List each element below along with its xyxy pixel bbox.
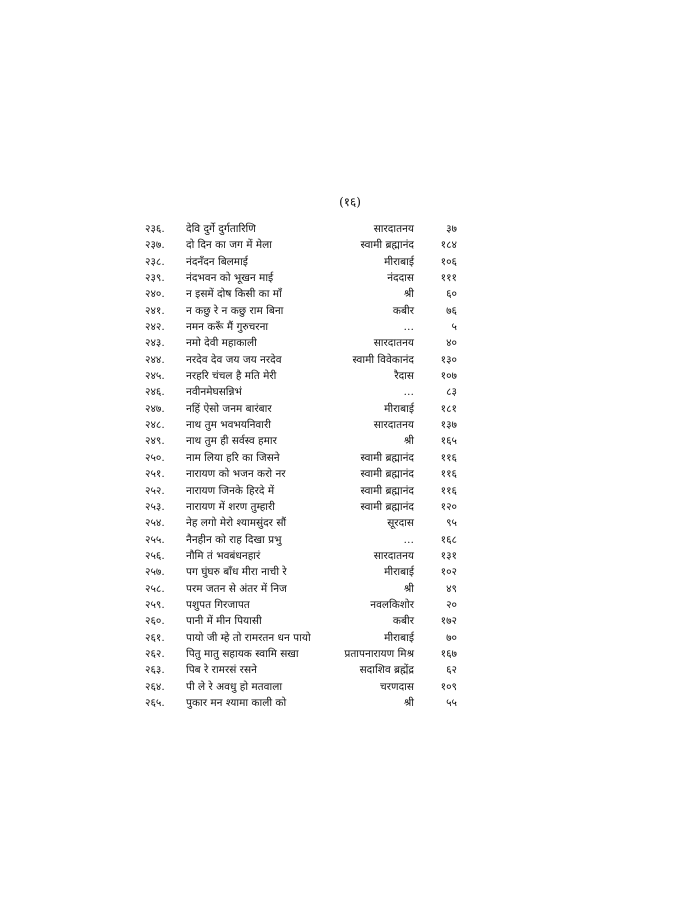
entry-author: श्री [403,582,414,595]
index-row [0,695,700,711]
entry-number: २५४. [145,517,165,530]
entry-page: ९५ [446,517,457,530]
entry-number: २४१. [145,304,165,317]
index-row [0,499,700,515]
index-row [0,303,700,319]
entry-page: ११६ [440,484,457,497]
entry-author: स्वामी ब्रह्मानंद [360,500,414,513]
entry-page: १६५ [440,435,457,448]
entry-number: २६३. [145,664,165,677]
entry-page: १३७ [440,419,457,432]
entry-title: नमन करूँ मैं गुरुचरना [186,321,269,334]
entry-author: सूरदास [387,517,414,530]
entry-author: स्वामी ब्रह्मानंद [360,239,414,252]
index-table [0,221,700,711]
entry-number: २५३. [145,500,165,513]
entry-number: २६५. [145,696,165,709]
entry-page: ५५ [446,696,457,709]
entry-title: परम जतन से अंतर में निज [186,582,287,595]
entry-page: १६७ [440,647,457,660]
entry-page: १०७ [440,370,457,383]
entry-author: मीराबाई [384,631,414,644]
index-row [0,368,700,384]
entry-title: दो दिन का जग में मेला [186,239,272,252]
index-row [0,221,700,237]
index-row [0,286,700,302]
entry-number: २४७. [145,402,165,415]
entry-title: न इसमें दोष किसी का माँ [186,288,282,301]
entry-page: १८१ [440,402,457,415]
entry-page: १२० [440,500,457,513]
entry-number: २६२. [145,647,165,660]
index-row [0,679,700,695]
entry-title: नारायण में शरण तुम्हारी [186,500,276,513]
entry-title: पितु मातु सहायक स्वामि सखा [186,647,299,660]
entry-author: स्वामी विवेकानंद [352,353,414,366]
entry-author: … [403,386,414,399]
index-row [0,597,700,613]
entry-title: पग घुंघरु बाँध मीरा नाची रे [186,566,287,579]
entry-page: १८४ [440,239,457,252]
entry-title: पिब रे रामरसं रसने [186,664,257,677]
entry-title: पुकार मन श्यामा काली को [186,696,287,709]
index-row [0,630,700,646]
entry-page: ११६ [440,468,457,481]
index-row [0,466,700,482]
entry-number: २३८. [145,255,165,268]
entry-page: १७२ [440,615,457,628]
index-row [0,581,700,597]
entry-author: सारदातनय [373,419,414,432]
entry-number: २५०. [145,451,165,464]
entry-author: सारदातनय [373,223,414,235]
index-row [0,450,700,466]
index-row [0,319,700,335]
entry-number: २५६. [145,549,165,562]
entry-author: रैदास [394,370,414,383]
entry-title: पायो जी म्हे तो रामरतन धन पायो [186,631,311,644]
entry-number: २६४. [145,680,165,693]
entry-page: ३७ [446,223,457,235]
entry-page: १०२ [440,566,457,579]
entry-title: नारायण को भजन करो नर [186,468,286,481]
entry-author: स्वामी ब्रह्मानंद [360,468,414,481]
entry-author: सारदातनय [373,337,414,350]
entry-author: स्वामी ब्रह्मानंद [360,451,414,464]
entry-author: कबीर [392,304,414,317]
entry-page: ४९ [446,582,457,595]
entry-page: ६० [446,288,457,301]
entry-number: २५८. [145,582,165,595]
index-row [0,564,700,580]
index-row [0,335,700,351]
index-row [0,483,700,499]
entry-title: नरदेव देव जय जय नरदेव [186,353,282,366]
entry-author: मीराबाई [384,566,414,579]
entry-title: पशुपत गिरजापत [186,598,250,611]
entry-page: ७० [446,631,457,644]
entry-page: ११६ [440,451,457,464]
entry-author: सदाशिव ब्रह्मेंद्र [359,664,414,677]
entry-number: २५९. [145,598,165,611]
entry-number: २४३. [145,337,165,350]
entry-title: नेह लगो मेरो श्यामसुंदर सौं [186,517,287,530]
entry-title: देवि दुर्गे दुर्गतारिणि [186,223,256,235]
entry-page: २० [446,598,457,611]
entry-title: नरहरि चंचल है मति मेरी [186,370,277,383]
entry-author: श्री [403,435,414,448]
entry-number: २४२. [145,321,165,334]
entry-title: नंदभवन को भूखन माई [186,272,274,285]
entry-author: … [403,533,414,546]
entry-author: चरणदास [380,680,414,693]
index-row [0,548,700,564]
entry-page: ८३ [446,386,457,399]
entry-author: मीराबाई [384,402,414,415]
entry-title: पी ले रे अवधु हो मतवाला [186,680,283,693]
entry-title: न कछु रे न कछु राम बिना [186,304,284,317]
index-row [0,613,700,629]
entry-page: ७६ [446,304,457,317]
entry-title: नंदनँदन बिलमाई [186,255,248,268]
index-row [0,384,700,400]
index-row [0,662,700,678]
entry-title: नहिं ऐसो जनम बारंबार [186,402,272,415]
index-row [0,417,700,433]
entry-title: नारायण जिनके हिरदे में [186,484,275,497]
index-row [0,532,700,548]
entry-title: नवीनमेघसन्निभं [186,386,242,399]
entry-page: ४० [446,337,457,350]
entry-author: सारदातनय [373,549,414,562]
index-row [0,646,700,662]
entry-number: २४९. [145,435,165,448]
page-number: (१६) [339,195,361,209]
entry-number: २६०. [145,615,165,628]
entry-title: नाथ तुम ही सर्वस्व हमार [186,435,277,448]
entry-title: नौमि तं भवबंधनहारं [186,549,261,562]
entry-author: … [403,321,414,334]
index-row [0,270,700,286]
entry-number: २५२. [145,484,165,497]
entry-author: स्वामी ब्रह्मानंद [360,484,414,497]
entry-number: २४८. [145,419,165,432]
entry-page: १०६ [440,255,457,268]
index-row [0,515,700,531]
index-row [0,254,700,270]
entry-number: २४४. [145,353,165,366]
entry-title: नैनहीन को राह दिखा प्रभु [186,533,282,546]
entry-number: २६१. [145,631,165,644]
entry-title: पानी में मीन पियासी [186,615,262,628]
entry-number: २५५. [145,533,165,546]
entry-number: २४५. [145,370,165,383]
entry-author: नवलकिशोर [370,598,414,611]
entry-page: ६२ [446,664,457,677]
entry-page: १०९ [440,680,457,693]
entry-author: प्रतापनारायण मिश्र [344,647,414,660]
index-row [0,401,700,417]
entry-number: २५७. [145,566,165,579]
entry-author: श्री [403,696,414,709]
entry-title: नमो देवी महाकाली [186,337,257,350]
entry-page: १११ [440,272,457,285]
entry-number: २४०. [145,288,165,301]
entry-number: २५१. [145,468,165,481]
entry-page: ५ [451,321,457,334]
entry-page: १६८ [440,533,457,546]
entry-number: २३६. [145,223,165,235]
entry-author: कबीर [392,615,414,628]
index-row [0,352,700,368]
entry-page: १३० [440,353,457,366]
entry-title: नाम लिया हरि का जिसने [186,451,280,464]
index-row [0,433,700,449]
entry-number: २४६. [145,386,165,399]
entry-title: नाथ तुम भवभयनिवारी [186,419,272,432]
entry-author: मीराबाई [384,255,414,268]
entry-page: १३१ [440,549,457,562]
entry-author: श्री [403,288,414,301]
entry-author: नंददास [387,272,414,285]
index-row [0,237,700,253]
entry-number: २३९. [145,272,165,285]
entry-number: २३७. [145,239,165,252]
